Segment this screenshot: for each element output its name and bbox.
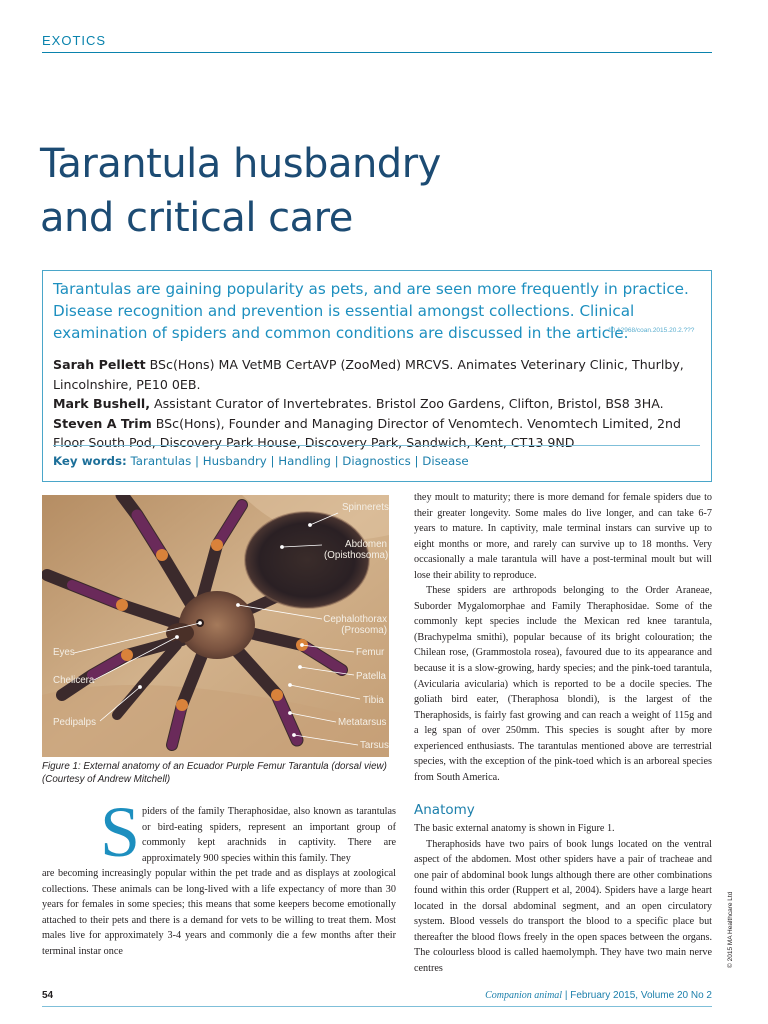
author-entry [53,414,703,453]
issue-info: | February 2015, Volume 20 No 2 [562,990,712,1001]
label-tibia: Tibia [363,695,384,706]
label-metatarsus: Metatarsus [338,717,387,728]
abstract-text: Tarantulas are gaining popularity as pets, and are seen more frequently in practice. Disease recognition and prevention is essential amongst collections. Clinical examination of spiders and common conditions are discussed in the article. [53,280,689,342]
journal-name: Companion animal [485,990,563,1001]
anatomy-section [414,821,712,976]
label-eyes: Eyes [53,647,75,658]
doi-text: 10.12968/coan.2015.20.2.??? [608,327,695,334]
keywords-label: Key words: [53,454,127,468]
title-line-2: and critical care [40,195,353,241]
intro-paragraph-continued: are becoming increasingly popular within the pet trade and as displays at zoological collections. These animals can be long-lived with a life expectancy of more than 30 years for females in some species; this means that some keepers become emotionally attached to their pets and there is a demand for vets to be willing to treat them. Most males live for approximately 3-4 years and commonly die a few months after their terminal instar once [42,868,396,957]
author-entry [53,355,703,394]
label-cephalothorax-line2: (Prosoma) [341,625,387,636]
drop-cap: S [100,792,141,872]
journal-footer [485,990,712,1001]
label-femur: Femur [356,647,385,658]
intro-paragraph-start: piders of the family Theraphosidae, also known as tarantulas or bird-eating spiders, represent an important group of commonly kept arachnids in captivity. There are approximately 900 species within this family. They [142,806,396,864]
author-entry [53,394,703,414]
label-cephalothorax [320,614,387,636]
section-label: EXOTICS [42,33,107,48]
body-paragraph: they moult to maturity; there is more demand for female spiders due to their greater longevity. Some males do live longer, and can take 6-7 years to mature. In captivity, male terminal instars can survive up to eight months or more, and rarely can survive up to 18 months. Very occasionally a male tarantula will have a post-terminal moult but will lose their ability to reproduce. [414,492,712,581]
body-paragraph: The basic external anatomy is shown in Figure 1. [414,823,615,834]
label-tarsus: Tarsus [360,740,389,751]
abstract-divider [53,445,700,446]
label-abdomen-line1: Abdomen [345,539,387,550]
label-cephalothorax-line1: Cephalothorax [323,614,387,625]
caption-line-2: (Courtesy of Andrew Mitchell) [42,773,171,785]
copyright-notice: © 2015 MA Healthcare Ltd [727,891,734,968]
author-details: BSc(Hons), Founder and Managing Director of Venomtech. Venomtech Limited, 2nd Floor South Pod, Discovery Park House, Discovery Park, Sandwich, Kent, CT13 9ND [53,415,682,450]
right-column [414,490,712,785]
author-name: Mark Bushell, [53,396,150,411]
caption-line-1: Figure 1: External anatomy of an Ecuador Purple Femur Tarantula (dorsal view) [42,761,387,772]
author-details: Assistant Curator of Invertebrates. Bristol Zoo Gardens, Clifton, Bristol, BS8 3HA. [150,396,664,411]
label-chelicera: Chelicera [53,675,95,686]
author-list [53,355,703,453]
body-paragraph: These spiders are arthropods belonging to the Order Araneae, Suborder Mygalomorphae and Family Theraphosidae. Some of the commonly kept species include the Mexican red knee tarantula, (Brachypelma smithi), popular because of its bright colouration; the Chilean rose, (Grammostola rosea), favoured due to its appearance and because it is a slow-growing, hardy species; and the pink-toed tarantula, (Avicularia avicularia) which is reported to be a docile species. The goliath bird eater, (Theraphosa blondi), is the largest of the Theraphosids, is fairly fast growing and can reach a weight of 115g and a leg span of over 250mm. This species is sought after by more experienced enthusiasts. The tarantulas mentioned above are terrestrial species, with the exception of the pink-toed which is an arboreal species from South America. [414,585,712,783]
tarantula-figure [42,495,389,757]
label-pedipalps: Pedipalps [53,717,97,728]
label-abdomen-line2: (Opisthosoma) [324,550,389,561]
label-spinnerets: Spinnerets [342,502,389,513]
body-paragraph: Theraphosids have two pairs of book lungs located on the ventral aspect of the abdomen. Most other spiders have a pair of tracheae and one pair of abdominal book lungs although there are other combinations found within this order (Ruppert et al, 2004). Spiders have a large heart located in the dorsal abdominal segment, and an open circulatory system. Blood vessels do transport the blood to a specific place but thereafter the blood flows freely in the open spaces between the organs. The colourless blood is called haemolymph. They have two main nerve centres [414,838,712,974]
footer-divider [42,1006,712,1007]
article-title [40,137,720,245]
author-details: BSc(Hons) MA VetMB CertAVP (ZooMed) MRCVS. Animates Veterinary Clinic, Thurlby, Lincolnshire, PE10 0EB. [53,357,684,392]
label-patella: Patella [356,671,386,682]
page-number: 54 [42,990,54,1001]
anatomy-heading: Anatomy [414,802,475,818]
keywords [53,454,469,468]
label-abdomen [324,539,387,561]
author-name: Steven A Trim [53,415,152,431]
title-line-1: Tarantula husbandry [40,141,441,187]
header-divider [42,52,712,53]
author-name: Sarah Pellett [53,357,146,372]
figure-caption [42,761,392,786]
keywords-list: Tarantulas | Husbandry | Handling | Diagnostics | Disease [130,454,469,468]
